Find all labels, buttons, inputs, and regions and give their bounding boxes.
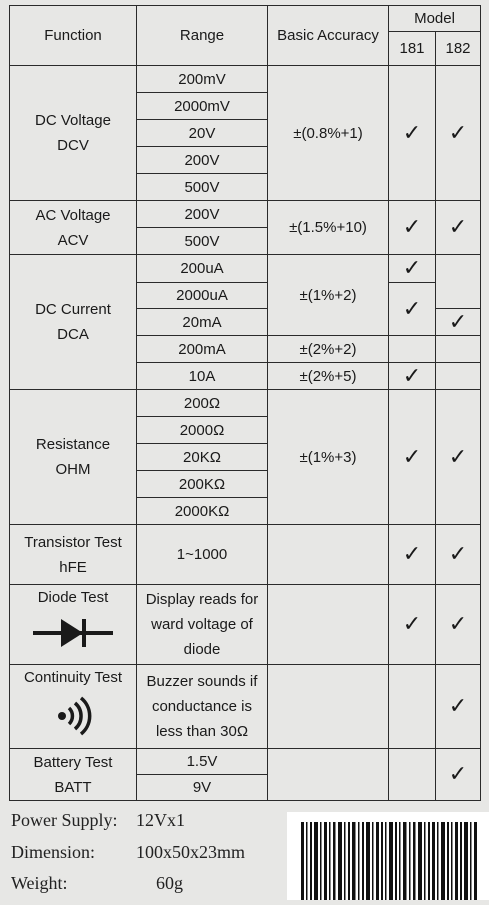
function-ohm — [10, 390, 137, 525]
function-acv — [10, 201, 137, 255]
empty-cell — [436, 255, 481, 309]
diode-symbol-icon — [33, 616, 113, 650]
check-icon: ✓ — [436, 309, 481, 336]
range-cell: 1~1000 — [137, 525, 268, 585]
function-abbr: hFE — [59, 558, 87, 576]
header-function: Function — [10, 6, 137, 66]
range-cell: 200mA — [137, 336, 268, 363]
header-model-182: 182 — [436, 32, 481, 66]
barcode-icon — [287, 812, 489, 900]
check-icon: ✓ — [389, 201, 436, 255]
check-icon: ✓ — [389, 525, 436, 585]
function-abbr: DCV — [57, 137, 89, 154]
range-cell: 200V — [137, 201, 268, 228]
desc-line: ward voltage of — [151, 616, 253, 633]
range-cell: 2000Ω — [137, 417, 268, 444]
function-name: Diode Test — [37, 589, 109, 606]
desc-line: less than 30Ω — [155, 723, 249, 740]
accuracy-dca-3: ±(2%+5) — [268, 363, 389, 390]
function-name: Transistor Test — [24, 533, 122, 551]
empty-cell — [389, 336, 436, 363]
range-cell: 2000mV — [137, 93, 268, 120]
range-cell: 200uA — [137, 255, 268, 283]
range-cell: 20V — [137, 120, 268, 147]
check-icon: ✓ — [436, 749, 481, 801]
check-icon: ✓ — [436, 665, 481, 749]
weight-value: 60g — [156, 873, 183, 893]
power-value: 12Vx1 — [136, 810, 185, 830]
accuracy-dcv: ±(0.8%+1) — [268, 66, 389, 201]
range-cell: 500V — [137, 228, 268, 255]
diode-description — [137, 585, 268, 665]
function-dcv — [10, 66, 137, 201]
range-cell: 1.5V — [137, 749, 268, 775]
function-abbr: ACV — [57, 231, 89, 249]
function-dca — [10, 255, 137, 390]
power-label: Power Supply: — [11, 810, 118, 830]
empty-cell — [268, 749, 389, 801]
range-cell: 20KΩ — [137, 444, 268, 471]
empty-cell — [268, 665, 389, 749]
check-icon: ✓ — [389, 283, 436, 336]
barcode — [287, 812, 489, 900]
function-diode — [10, 585, 137, 665]
header-model: Model — [389, 6, 481, 32]
check-icon: ✓ — [436, 390, 481, 525]
desc-line: diode — [183, 641, 221, 658]
function-name: DC Voltage — [35, 112, 111, 129]
function-name: AC Voltage — [35, 206, 111, 224]
check-icon: ✓ — [436, 66, 481, 201]
empty-cell — [389, 749, 436, 801]
function-abbr: BATT — [54, 778, 92, 796]
dimension-label: Dimension: — [11, 842, 95, 862]
range-cell: 200mV — [137, 66, 268, 93]
range-cell: 500V — [137, 174, 268, 201]
weight-label: Weight: — [11, 873, 68, 893]
header-model-181: 181 — [389, 32, 436, 66]
function-name: Battery Test — [33, 753, 113, 771]
check-icon: ✓ — [389, 255, 436, 283]
spec-table — [9, 5, 481, 801]
function-hfe — [10, 525, 137, 585]
dimension-line — [11, 842, 245, 863]
header-accuracy: Basic Accuracy — [268, 6, 389, 66]
function-name: Resistance — [35, 436, 111, 453]
accuracy-dca-1: ±(1%+2) — [268, 255, 389, 336]
dimension-value: 100x50x23mm — [136, 842, 246, 862]
accuracy-dca-2: ±(2%+2) — [268, 336, 389, 363]
power-supply-line — [11, 810, 185, 831]
desc-line: Display reads for — [145, 591, 259, 608]
empty-cell — [268, 585, 389, 665]
empty-cell — [268, 525, 389, 585]
function-continuity — [10, 665, 137, 749]
range-cell: 10A — [137, 363, 268, 390]
range-cell: 9V — [137, 775, 268, 801]
empty-cell — [436, 336, 481, 363]
check-icon: ✓ — [436, 585, 481, 665]
sound-waves-icon — [53, 696, 93, 736]
range-cell: 2000KΩ — [137, 498, 268, 525]
check-icon: ✓ — [436, 201, 481, 255]
accuracy-acv: ±(1.5%+10) — [268, 201, 389, 255]
range-cell: 200KΩ — [137, 471, 268, 498]
range-cell: 200V — [137, 147, 268, 174]
desc-line: Buzzer sounds if — [146, 673, 258, 690]
range-cell: 200Ω — [137, 390, 268, 417]
check-icon: ✓ — [389, 585, 436, 665]
check-icon: ✓ — [389, 66, 436, 201]
desc-line: conductance is — [151, 698, 253, 715]
check-icon: ✓ — [389, 363, 436, 390]
function-batt — [10, 749, 137, 801]
accuracy-ohm: ±(1%+3) — [268, 390, 389, 525]
empty-cell — [389, 665, 436, 749]
range-cell: 2000uA — [137, 283, 268, 309]
function-abbr: OHM — [55, 461, 91, 478]
function-abbr: DCA — [57, 326, 89, 343]
header-range: Range — [137, 6, 268, 66]
function-name: Continuity Test — [23, 669, 123, 686]
function-name: DC Current — [35, 301, 111, 318]
check-icon: ✓ — [389, 390, 436, 525]
check-icon: ✓ — [436, 525, 481, 585]
range-cell: 20mA — [137, 309, 268, 336]
continuity-description — [137, 665, 268, 749]
empty-cell — [436, 363, 481, 390]
weight-line — [11, 873, 183, 894]
